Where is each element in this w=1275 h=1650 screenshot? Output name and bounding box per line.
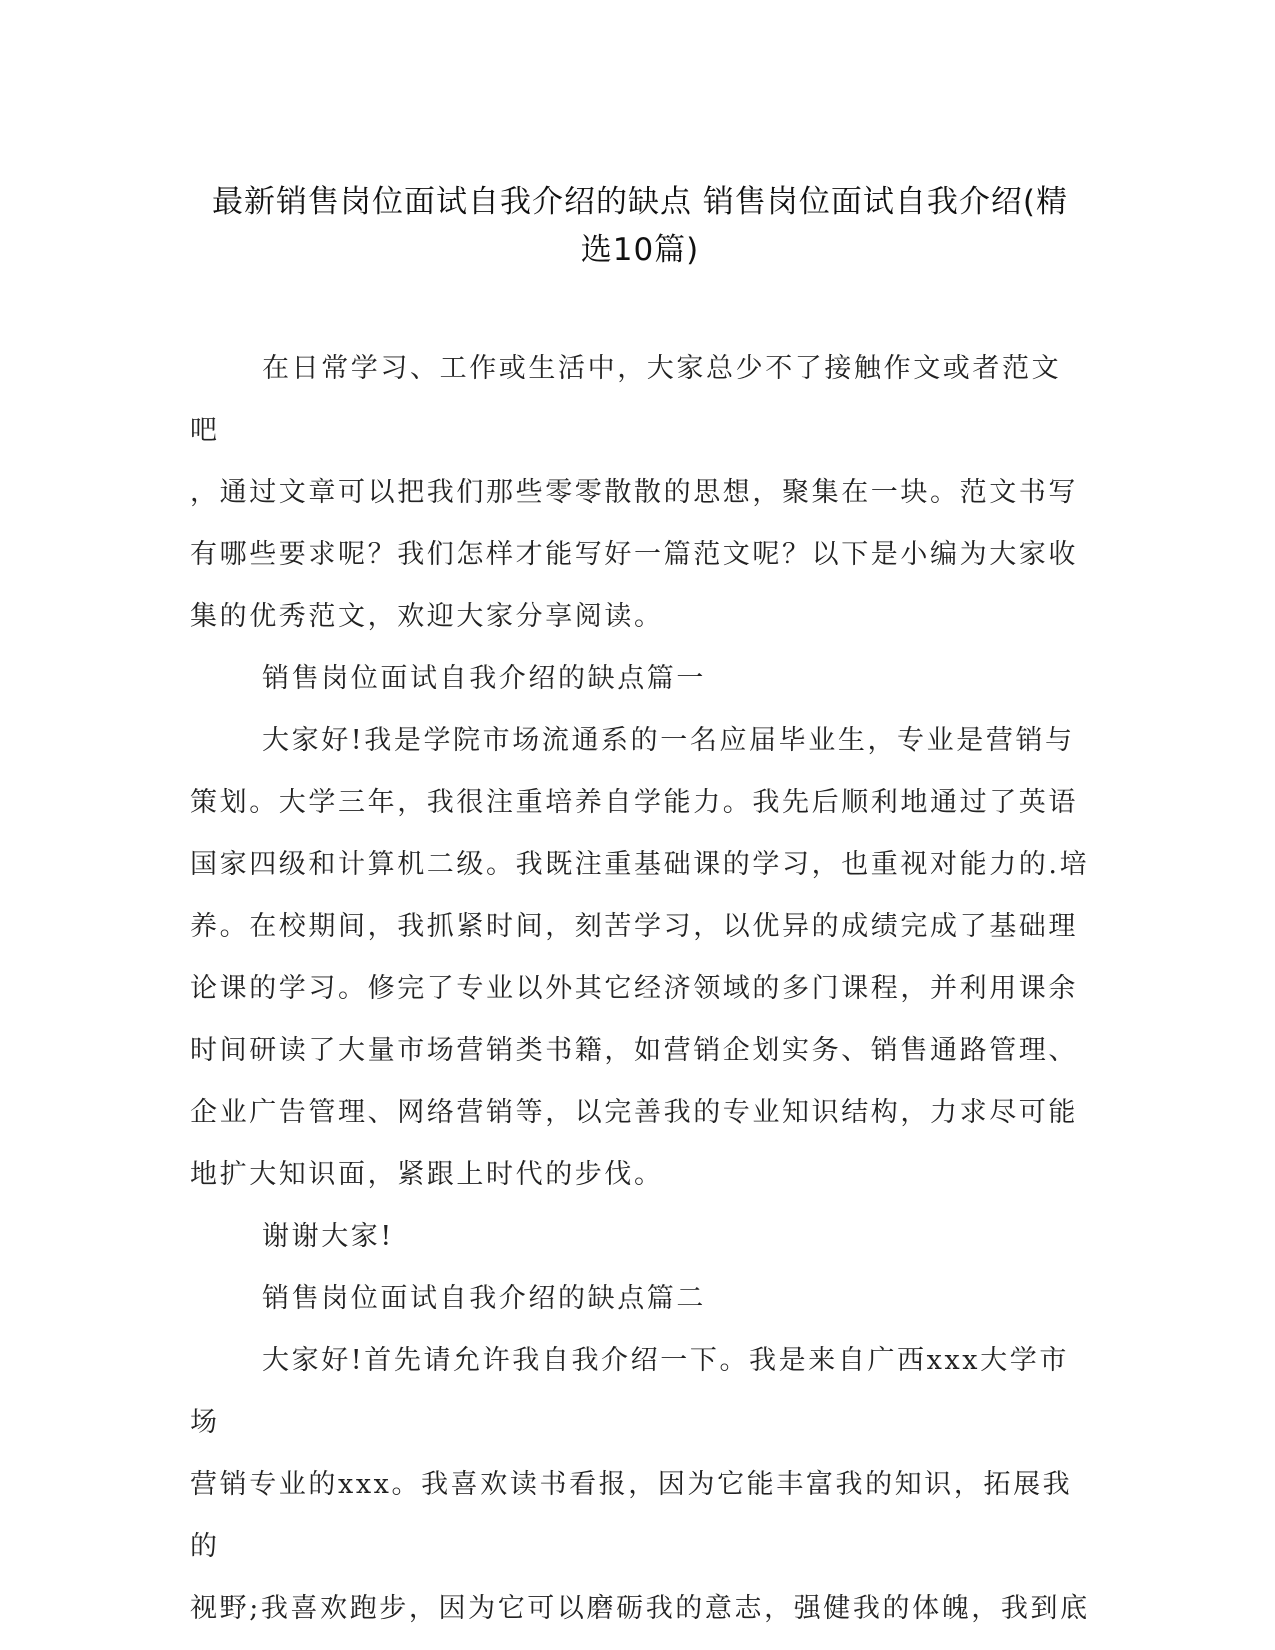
closing-line: 谢谢大家!	[262, 1221, 394, 1252]
document-page	[190, 178, 1090, 1640]
section-2-paragraph: 大家好!首先请允许我自我介绍一下。我是来自广西xxx大学市场 营销专业的xxx。我喜欢读书看报，因为它能丰富我的知识，拓展我的 视野;我喜欢跑步，因为它可以磨砺我的意志，强健我的体魄，我到底	[190, 1345, 1090, 1624]
section-1-paragraph: 大家好!我是学院市场流通系的一名应届毕业生，专业是营销与 策划。大学三年，我很注重培养自学能力。我先后顺利地通过了英语 国家四级和计算机二级。我既注重基础课的学习，也重视对能力的.培 养。在校期间，我抓紧时间，刻苦学习，以优异的成绩完成了基础理 论课的学习。修完了专业以外其它经济领域的多门课程，并利用课余 时间研读了大量市场营销类书籍，如营销企划实务、销售通路管理、 企业广告管理、网络营销等，以完善我的专业知识结构，力求尽可能 地扩大知识面，紧跟上时代的步伐。	[190, 725, 1090, 1190]
document-body	[190, 338, 1090, 1640]
intro-paragraph: 在日常学习、工作或生活中，大家总少不了接触作文或者范文吧 ，通过文章可以把我们那些零零散散的思想，聚集在一块。范文书写 有哪些要求呢？我们怎样才能写好一篇范文呢？以下是小编为大家收 集的优秀范文，欢迎大家分享阅读。	[190, 353, 1078, 632]
section-heading-1: 销售岗位面试自我介绍的缺点篇一	[262, 663, 706, 694]
document-title: 最新销售岗位面试自我介绍的缺点 销售岗位面试自我介绍(精 选10篇)	[212, 184, 1068, 268]
section-heading-2: 销售岗位面试自我介绍的缺点篇二	[262, 1283, 706, 1314]
